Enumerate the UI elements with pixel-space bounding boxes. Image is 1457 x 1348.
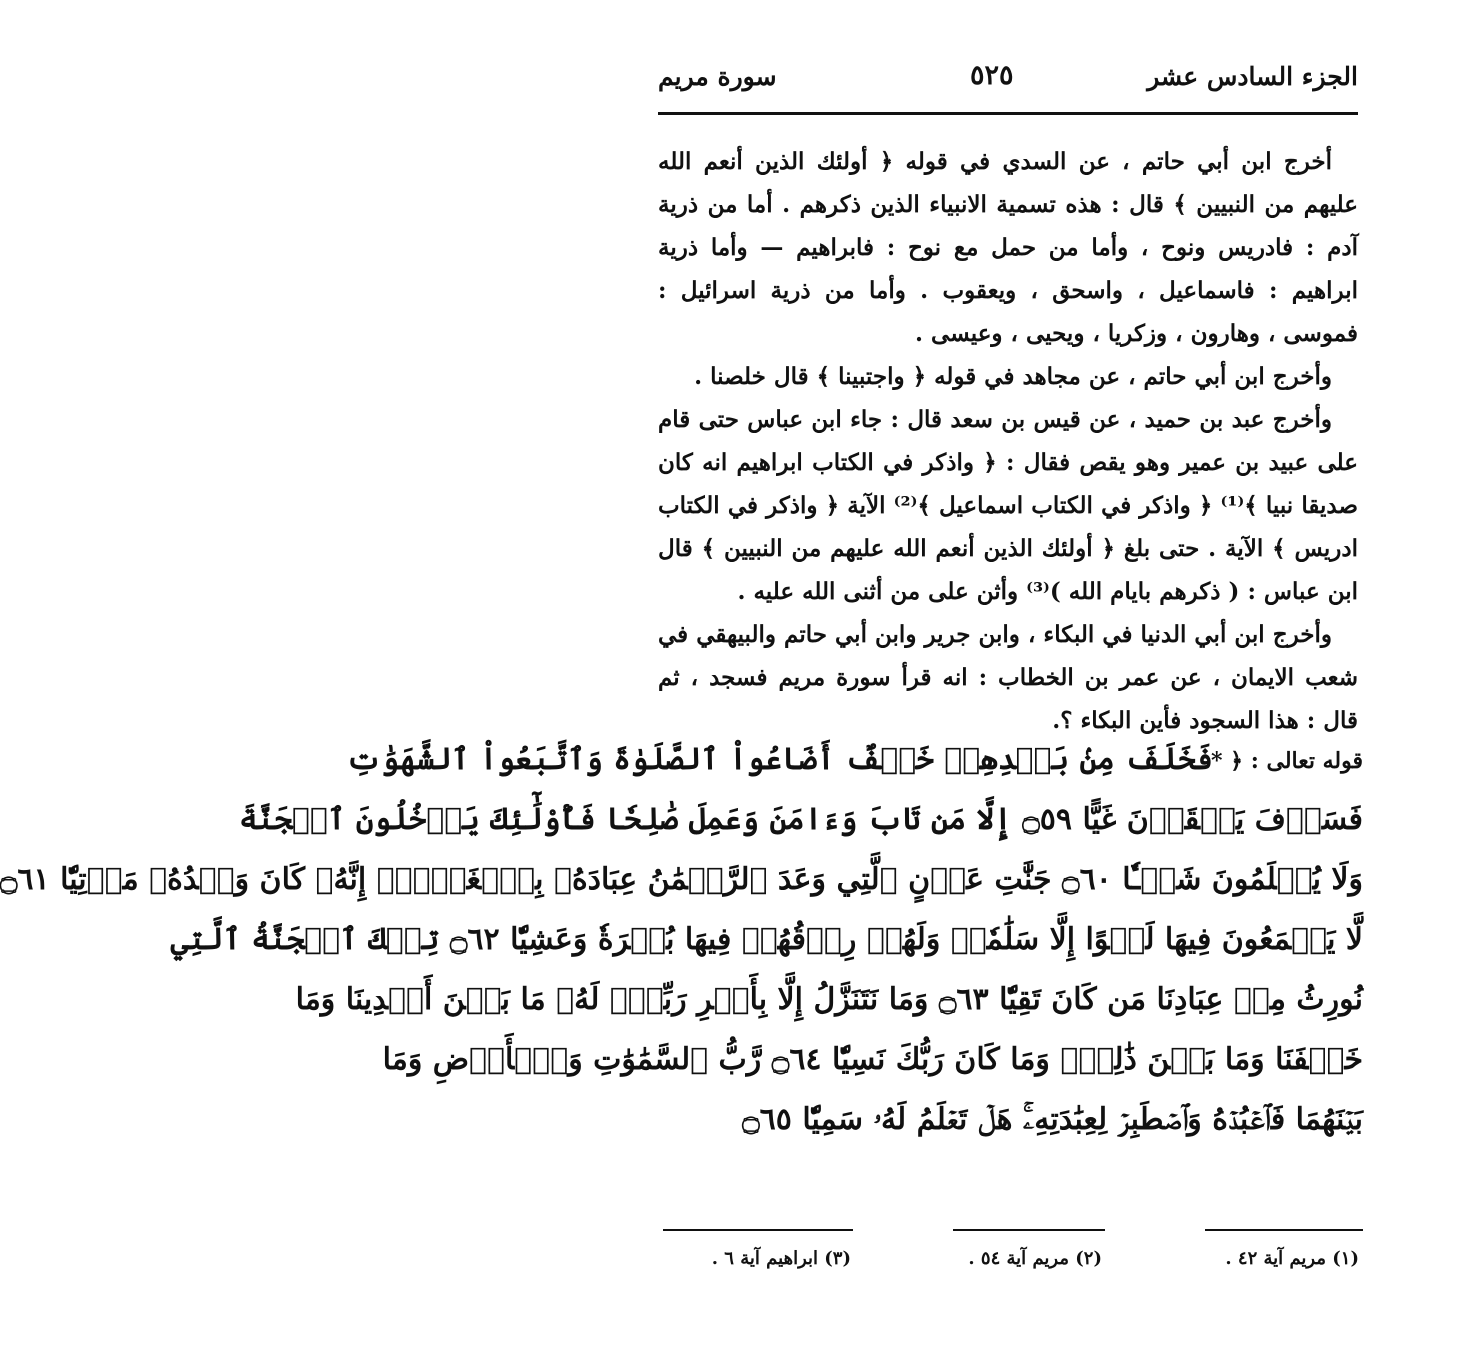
verse-line: فَسَوۡفَ يَلۡقَوۡنَ غَيًّا ۝٥٩ إِلَّا مَن تَابَ وَءَامَنَ وَعَمِلَ صَٰلِحٗا فَأُوْلَٰٓئِكَ يَدۡخُلُونَ ٱلۡجَنَّةَ (239, 802, 1363, 837)
verse-line: خَلۡفَنَا وَمَا بَيۡنَ ذَٰلِكَۚ وَمَا كَانَ رَبُّكَ نَسِيّٗا ۝٦٤ رَّبُّ ٱلسَّمَٰوَٰتِ وَٱلۡأَرۡضِ وَمَا (382, 1042, 1363, 1077)
text-line: فأين البكاء ؟. (1052, 707, 1182, 734)
paragraph-umar (658, 613, 1358, 742)
text-line: واسحق ، ويعقوب . وأما من ذرية اسرائيل : فموسى ، وهارون ، وزكريا ، (658, 277, 1358, 347)
page-header (658, 58, 1358, 108)
footnote-divider (953, 1229, 1105, 1231)
header-divider (658, 112, 1358, 115)
text-line: ( ذكرهم بايام الله )⁽³⁾ وأثن على من أثنى الله عليه . (737, 578, 1240, 605)
juz-title: الجزء السادس عشر (1147, 62, 1358, 91)
text-line: الايمان ، عن عمر بن الخطاب : انه قرأ سورة مريم فسجد ، ثم قال : هذا السجود (658, 664, 1358, 734)
text-line: النبيين ﴾ قال : هذه تسمية الانبياء الذين ذكرهم . أما من ذرية آدم : فادريس (658, 191, 1359, 261)
text-line: ونوح ، وأما من حمل مع نوح : فابراهيم — وأما ذرية ابراهيم : فاسماعيل ، (658, 234, 1358, 304)
paragraph-qays (658, 398, 1358, 613)
page-number: ٥٢٥ (970, 60, 1014, 91)
text-line: وأخرج عبد بن حميد ، عن قيس بن سعد قال : جاء ابن عباس حتى قام على (658, 406, 1358, 476)
footnote-1: (١) مريم آية ٤٢ . (1225, 1248, 1359, 1269)
surah-title: سورة مريم (658, 62, 777, 91)
text-line: وأخرج ابن أبي حاتم ، عن مجاهد في قوله ﴿ واجتبينا ﴾ قال خلصنا . (694, 363, 1332, 390)
text-line: نبيا ﴾⁽¹⁾ ﴿ واذكر في الكتاب اسماعيل ﴾⁽²⁾ الآية ﴿ واذكر في الكتاب ادريس ﴾ (658, 492, 1358, 562)
commentary-body (658, 140, 1358, 742)
paragraph-sudi (658, 140, 1358, 355)
footnote-divider (663, 1229, 853, 1231)
text-line: عبيد بن عمير وهو يقص فقال : ﴿ واذكر في الكتاب ابراهيم انه كان صديقا (658, 449, 1358, 519)
text-line: أخرج ابن أبي حاتم ، عن السدي في قوله ﴿ أولئك الذين أنعم الله عليهم من (658, 148, 1358, 218)
verse-line: نُورِثُ مِنۡ عِبَادِنَا مَن كَانَ تَقِيّٗا ۝٦٣ وَمَا نَتَنَزَّلُ إِلَّا بِأَمۡرِ رَبِّكَۖ لَهُۥ مَا بَيۡنَ أَيۡدِينَا وَمَا (295, 982, 1363, 1017)
footnote-divider (1205, 1229, 1363, 1231)
footnote-3: (٣) ابراهيم آية ٦ . (711, 1248, 851, 1269)
text-line: الآية . حتى بلغ ﴿ أولئك الذين أنعم الله عليهم من النبيين ﴾ قال ابن عباس : (658, 535, 1358, 605)
footnote-2: (٢) مريم آية ٥٤ . (968, 1248, 1102, 1269)
paragraph-mujahid (658, 355, 1358, 398)
verse-intro: قوله تعالى : ﴿ * (1210, 748, 1363, 774)
verse-line: لَّا يَسۡمَعُونَ فِيهَا لَغۡوًا إِلَّا سَلَٰمٗاۖ وَلَهُمۡ رِزۡقُهُمۡ فِيهَا بُكۡرَةٗ وَعَشِيّٗا ۝٦٢ تِلۡكَ ٱلۡجَنَّةُ ٱلَّتِي (170, 922, 1363, 957)
verse-line: فَخَلَفَ مِنۢ بَعۡدِهِمۡ خَلۡفٌ أَضَاعُواْ ٱلصَّلَوٰةَ وَٱتَّبَعُواْ ٱلشَّهَوَٰتِ (346, 742, 1213, 777)
text-line: ويحيى ، وعيسى . (915, 320, 1085, 347)
verse-line: وَلَا يُظۡلَمُونَ شَيۡـٔٗا ۝٦٠ جَنَّٰتِ عَدۡنٍ ٱلَّتِي وَعَدَ ٱلرَّحۡمَٰنُ عِبَادَهُۥ بِٱلۡغَيۡبِۚ إِنَّهُۥ كَانَ وَعۡدُهُۥ مَأۡتِيّٗا ۝٦١ (0, 862, 1363, 897)
verse-line: بَيۡنَهُمَا فَٱعۡبُدۡهُ وَٱصۡطَبِرۡ لِعِبَٰدَتِهِۦۚ هَلۡ تَعۡلَمُ لَهُۥ سَمِيّٗا ۝٦٥ (742, 1102, 1363, 1137)
text-line: وأخرج ابن أبي الدنيا في البكاء ، وابن جرير وابن أبي حاتم والبيهقي في شعب (658, 621, 1359, 691)
